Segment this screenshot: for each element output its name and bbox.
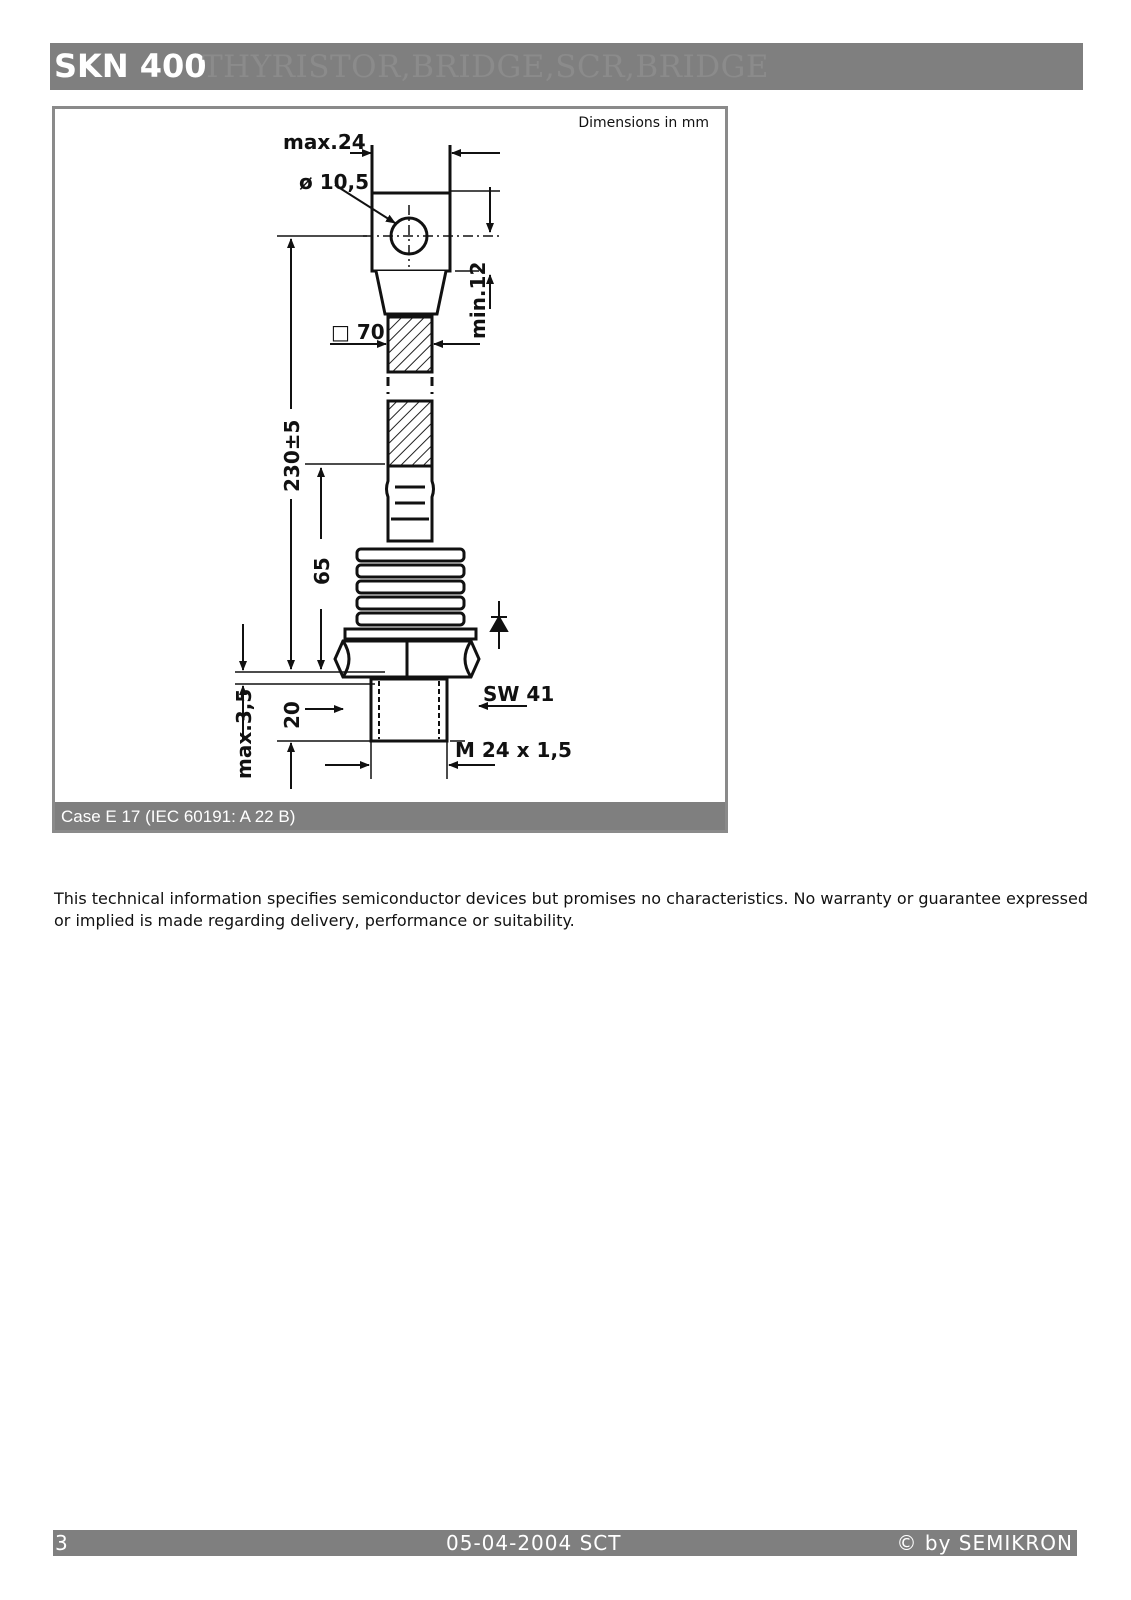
dimensions-note: Dimensions in mm bbox=[578, 115, 709, 131]
diode-symbol bbox=[491, 601, 507, 649]
figure-caption: Case E 17 (IEC 60191: A 22 B) bbox=[61, 807, 296, 826]
label-total-length: 230±5 bbox=[280, 419, 304, 492]
case-drawing bbox=[55, 109, 725, 801]
header-watermark: THYRISTOR,BRIDGE,SCR,BRIDGE bbox=[202, 49, 770, 85]
threaded-stud bbox=[371, 679, 447, 741]
page-title: SKN 400 bbox=[54, 47, 207, 85]
label-thread-length: 20 bbox=[280, 701, 304, 729]
label-cable-section: □ 70 bbox=[331, 320, 385, 344]
label-thread: M 24 x 1,5 bbox=[455, 738, 572, 762]
label-max-width: max.24 bbox=[283, 130, 366, 154]
label-wrench-size: SW 41 bbox=[483, 682, 555, 706]
label-body-length: 65 bbox=[310, 557, 334, 585]
label-hole-diameter: ø 10,5 bbox=[299, 170, 370, 194]
disclaimer-text: This technical information specifies semiconductor devices but promises no characteristics. No warranty or guarantee expressed or implied is made regarding delivery, performance or suitability. bbox=[54, 889, 1088, 930]
page-number: 3 bbox=[55, 1531, 68, 1555]
figure-box bbox=[52, 106, 728, 833]
label-max-height: max.3,5 bbox=[232, 688, 256, 779]
footer-date: 05-04-2004 SCT bbox=[446, 1531, 622, 1555]
cable bbox=[388, 317, 432, 466]
caption-bar bbox=[55, 802, 725, 830]
label-lug-length: min.12 bbox=[466, 261, 490, 339]
crimp-sleeve bbox=[387, 466, 434, 541]
finned-body bbox=[345, 549, 476, 639]
footer-copyright: © by SEMIKRON bbox=[896, 1531, 1073, 1555]
